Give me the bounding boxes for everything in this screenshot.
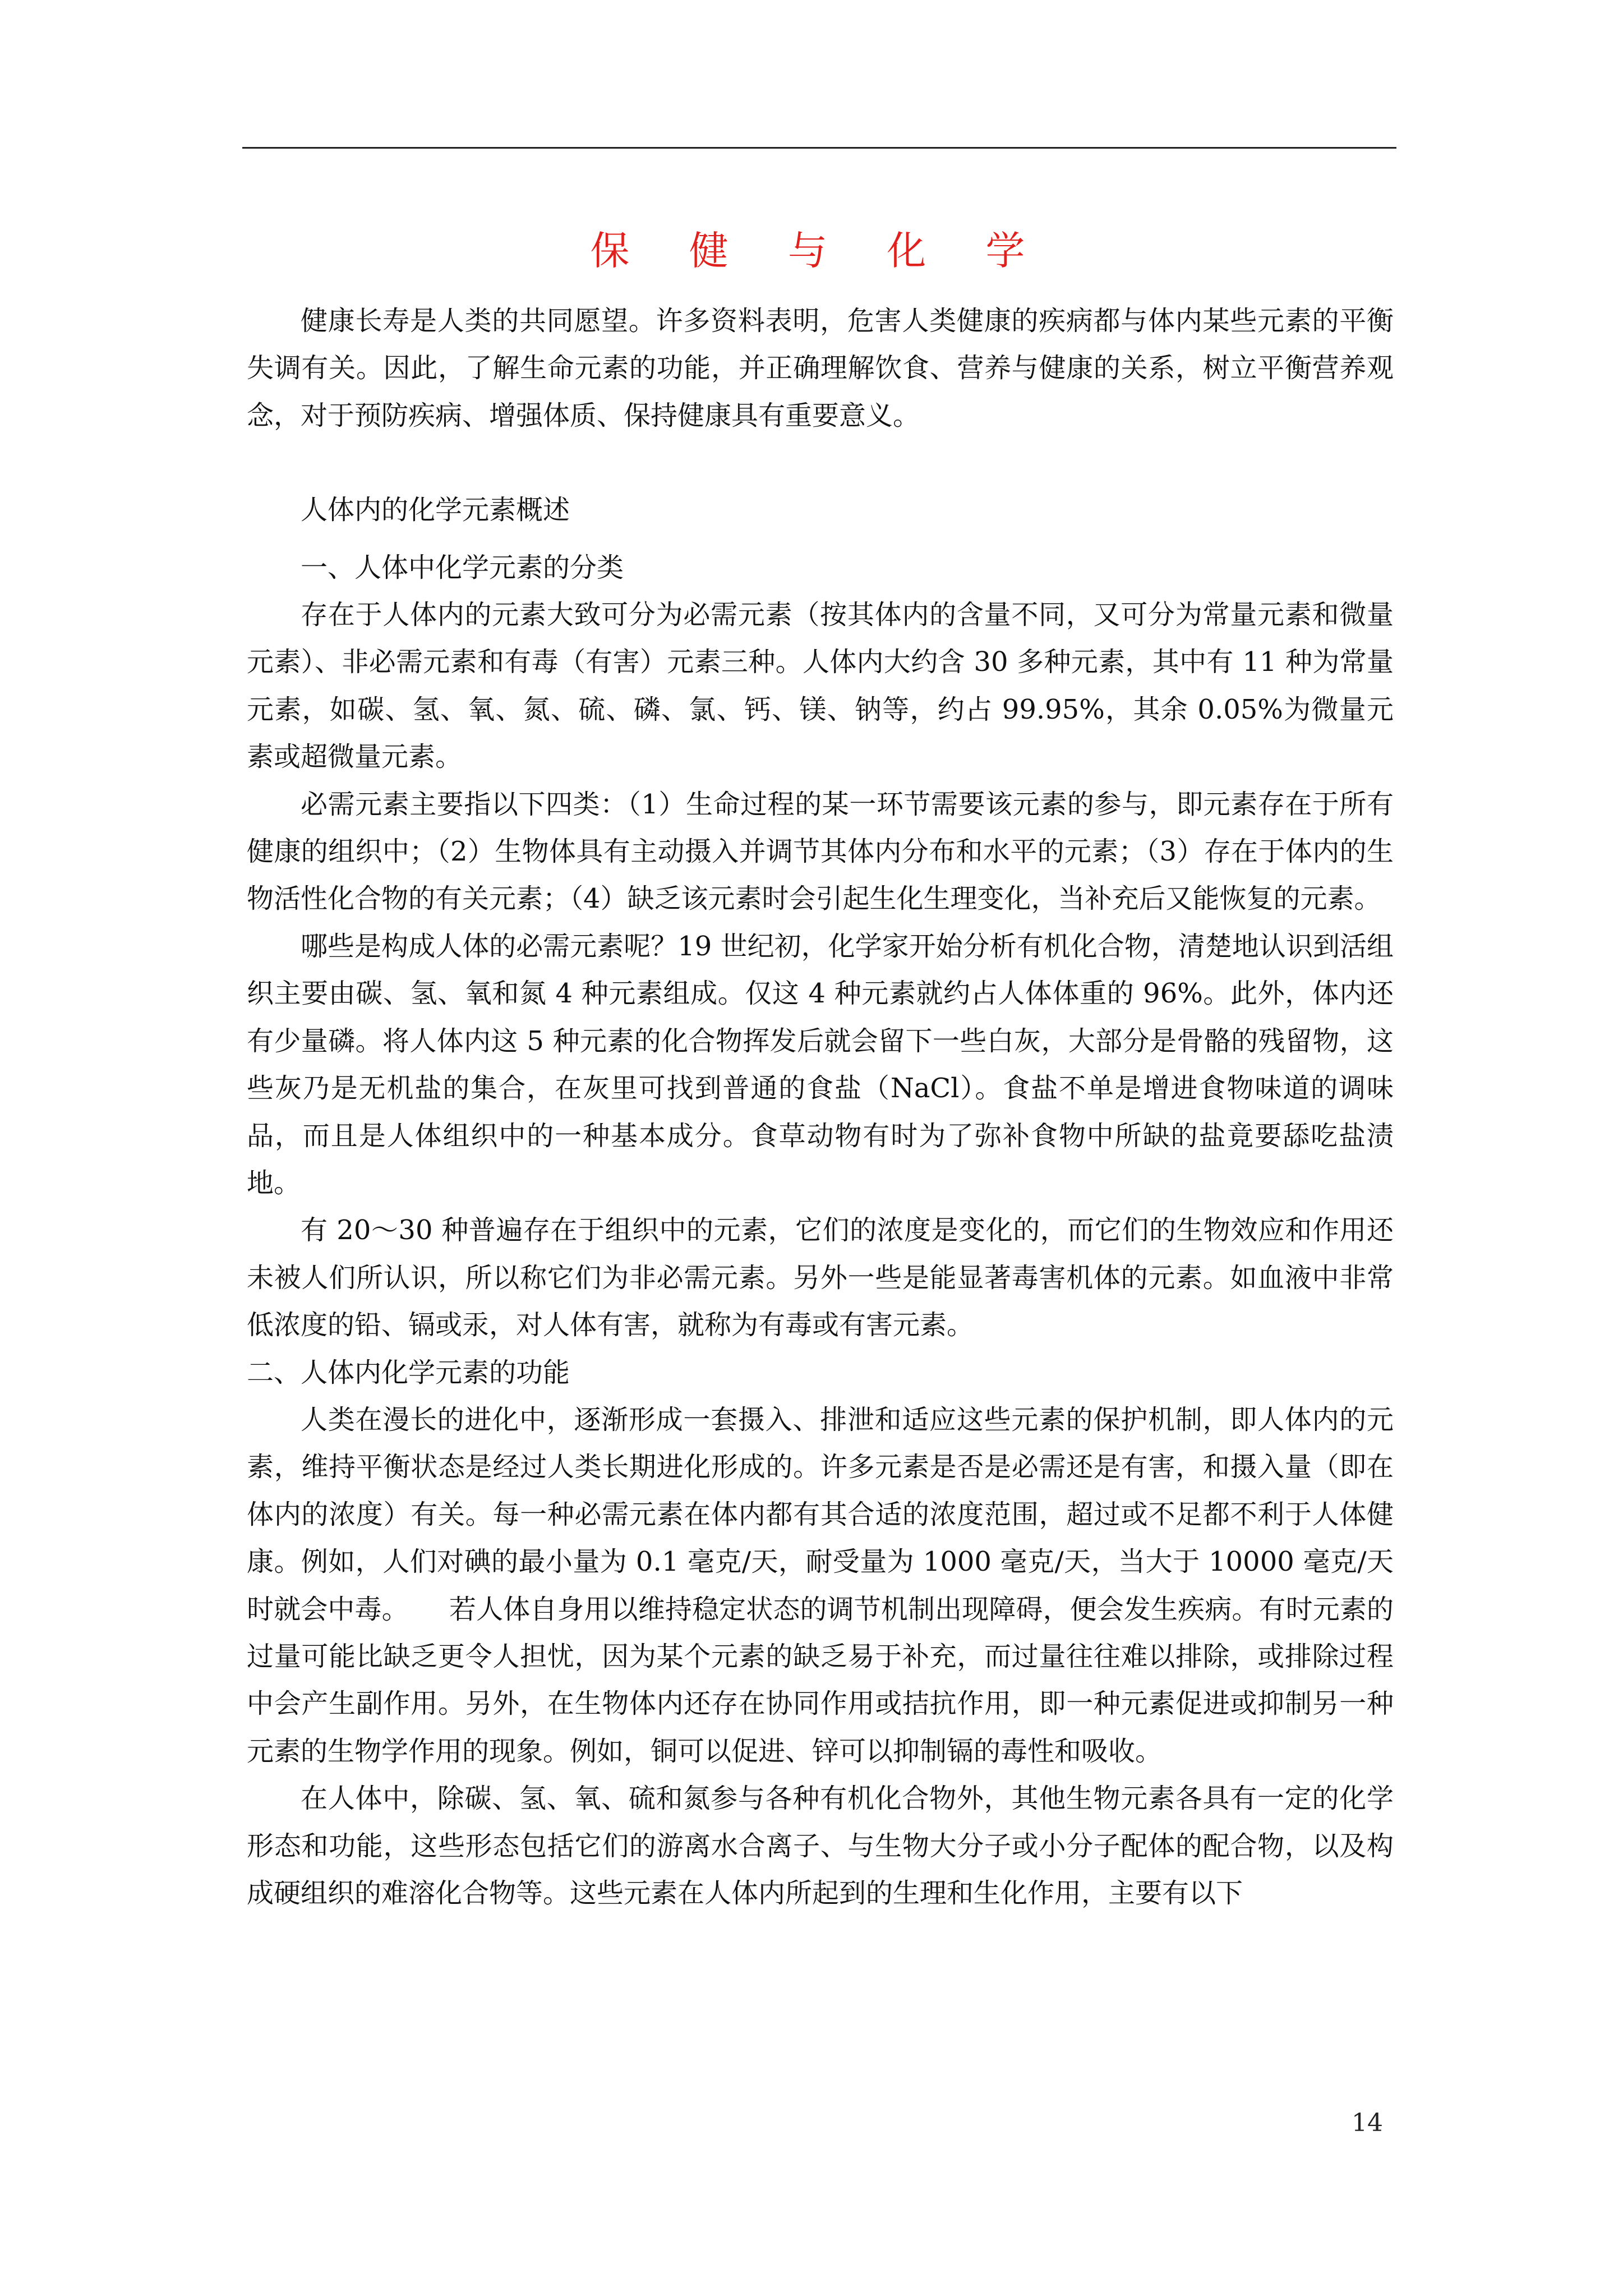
page-title: 保 健 与 化 学 [590,227,1049,274]
header-rule [242,147,1396,149]
document-body [247,297,1394,1917]
paragraph: 有 20～30 种普遍存在于组织中的元素，它们的浓度是变化的，而它们的生物效应和作用还未被人们所认识，所以称它们为非必需元素。另外一些是能显著毒害机体的元素。如血液中非常低浓度的铅、镉或汞，对人体有害，就称为有毒或有害元素。 [247,1214,1394,1341]
paragraph: 人类在漫长的进化中，逐渐形成一套摄入、排泄和适应这些元素的保护机制，即人体内的元素，维持平衡状态是经过人类长期进化形成的。许多元素是否是必需还是有害，和摄入量（即在体内的浓度）有关。每一种必需元素在体内都有其合适的浓度范围，超过或不足都不利于人体健康。例如，人们对碘的最小量为 0.1 毫克/天，耐受量为 1000 毫克/天，当大于 10000 毫克/天时就会中毒。 若人体自身用以维持稳定状态的调节机制出现障碍，便会发生疾病。有时元素的过量可能比缺乏更令人担忧，因为某个元素的缺乏易于补充，而过量往往难以排除，或排除过程中会产生副作用。另外，在生物体内还存在协同作用或拮抗作用，即一种元素促进或抑制另一种元素的生物学作用的现象。例如，铜可以促进、锌可以抑制镉的毒性和吸收。 [247,1404,1394,1767]
paragraph: 存在于人体内的元素大致可分为必需元素（按其体内的含量不同，又可分为常量元素和微量元素）、非必需元素和有毒（有害）元素三种。人体内大约含 30 多种元素，其中有 11 种为常量元素，如碳、氢、氧、氮、硫、磷、氯、钙、镁、钠等，约占 99.95%，其余 0.05%为微量元素或超微量元素。 [247,599,1394,773]
page-number: 14 [1352,2109,1383,2137]
section-heading-classification: 一、人体中化学元素的分类 [301,551,624,583]
section-heading-functions: 二、人体内化学元素的功能 [247,1356,570,1388]
overview-heading: 人体内的化学元素概述 [301,494,570,526]
spacer [247,439,1394,486]
paragraph: 在人体中，除碳、氢、氧、硫和氮参与各种有机化合物外，其他生物元素各具有一定的化学形态和功能，这些形态包括它们的游离水合离子、与生物大分子或小分子配体的配合物，以及构成硬组织的难溶化合物等。这些元素在人体内所起到的生理和生化作用，主要有以下 [247,1783,1394,1909]
intro-paragraph: 健康长寿是人类的共同愿望。许多资料表明，危害人类健康的疾病都与体内某些元素的平衡失调有关。因此，了解生命元素的功能，并正确理解饮食、营养与健康的关系，树立平衡营养观念，对于预防疾病、增强体质、保持健康具有重要意义。 [247,305,1394,431]
paragraph: 哪些是构成人体的必需元素呢？19 世纪初，化学家开始分析有机化合物，清楚地认识到活组织主要由碳、氢、氧和氮 4 种元素组成。仅这 4 种元素就约占人体体重的 96%。此外，体内还有少量磷。将人体内这 5 种元素的化合物挥发后就会留下一些白灰，大部分是骨骼的残留物，这些灰乃是无机盐的集合，在灰里可找到普通的食盐（NaCl）。食盐不单是增进食物味道的调味品，而且是人体组织中的一种基本成分。食草动物有时为了弥补食物中所缺的盐竟要舔吃盐渍地。 [247,930,1394,1199]
paragraph: 必需元素主要指以下四类：（1）生命过程的某一环节需要该元素的参与，即元素存在于所有健康的组织中；（2）生物体具有主动摄入并调节其体内分布和水平的元素；（3）存在于体内的生物活性化合物的有关元素；（4）缺乏该元素时会引起生化生理变化，当补充后又能恢复的元素。 [247,788,1394,915]
